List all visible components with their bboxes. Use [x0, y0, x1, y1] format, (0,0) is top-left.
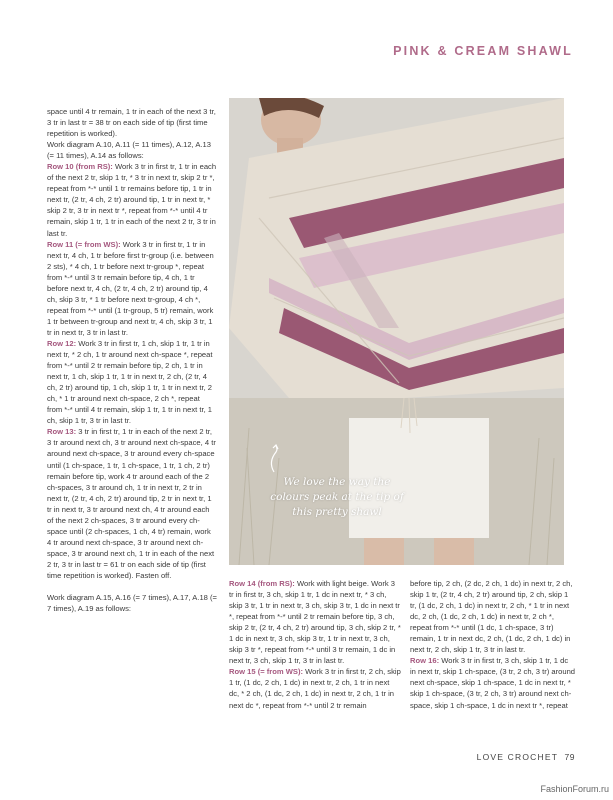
pattern-paragraph	[47, 426, 217, 581]
pattern-paragraph	[47, 139, 217, 161]
pattern-paragraph	[410, 655, 576, 710]
pattern-text: Work with light beige. Work 3 tr in first tr, 3 ch, skip 1 tr, 1 dc in next tr, * 3 ch, skip 3 tr, 1 tr in next tr, 3 ch, skip 3 tr, 1 dc in next tr *, repeat from *-* until 2 tr remain before tip, 3 ch, skip 2 tr, (2 tr, 4 ch, 2 tr) around tip, 3 ch, skip 2 tr, * 1 dc in next tr, 3 ch, skip 3 tr, 1 tr in next tr, 3 ch, skip 3 tr *, repeat from *-* until 3 tr remain, 1 dc in next tr, 3 ch, skip 1 tr, 3 tr in last tr.	[229, 579, 401, 666]
caption-line: this pretty shawl	[292, 506, 382, 518]
pattern-text: Work diagram A.10, A.11 (= 11 times), A.12, A.13 (= 11 times), A.14 as follows:	[47, 140, 211, 161]
row-heading: Row 11 (= from WS):	[47, 239, 121, 249]
caption-line: colours peak at the tip of	[270, 491, 404, 503]
page-header-title: PINK & CREAM SHAWL	[393, 44, 573, 58]
text-column-left	[47, 106, 217, 614]
row-heading: Row 16:	[410, 656, 440, 666]
pattern-text: Work 3 tr in first tr, 1 ch, skip 1 tr, 1 tr in next tr, * 2 ch, 1 tr around next ch-space *, repeat from *-* until 2 tr remain before tip, 2 ch, 1 tr in next tr, 1 ch, skip 1 tr, 1 tr in next tr, 2 ch, (2 tr, 4 ch, 2 tr) around tip, 1 ch, skip 1 tr, 1 tr in next tr, 2 ch, * 1 tr around next ch-space, 2 ch *, repeat from *-* until 4 tr remain, skip 1 tr, 1 tr in next tr, 1 ch, skip 1 tr, 3 tr in last tr.	[47, 338, 213, 426]
page-footer	[477, 752, 575, 762]
magazine-name: LOVE CROCHET	[476, 752, 558, 762]
text-column-right	[410, 578, 576, 711]
row-heading: Row 13:	[47, 427, 77, 437]
caption-arrow-icon	[264, 444, 284, 474]
pattern-text: 3 tr in first tr, 1 tr in each of the next 2 tr, 3 tr around next ch, 3 tr around next ch-space, 4 tr around next ch-space, 3 tr around every ch-space until (1 ch-space, 1 tr, 1 ch-space, 1 tr, 1 ch, 2 tr) remain before tip, work 4 tr around each of the 2 ch-spaces, 3 tr around ch, 1 tr in next tr, 2 tr in next tr, (2 tr, 4 ch, 2 tr) around tip, 2 tr in next tr, 1 tr in next tr, 3 tr around next ch, 4 tr around each of the next 2 ch-spaces, 3 tr around every ch-space until (2 ch-spaces, 1 ch, 4 tr) remain, work 4 tr around next ch-space, 3 tr around next ch-space, 3 tr around next ch, 1 tr in each of the next 2 tr, 3 tr in last tr = 61 tr on each side of tip (first time repetition is worked). Fasten off.	[47, 427, 216, 580]
pattern-text: space until 4 tr remain, 1 tr in each of the next 3 tr, 3 tr in last tr = 38 tr on each side of tip (first time repetition is worked).	[47, 107, 216, 139]
pattern-text: Work 3 tr in first tr, 3 ch, skip 1 tr, 1 dc in next tr, skip 1 ch-space, (3 tr, 2 ch, 3 tr) around next ch-space, skip 1 ch-space, 1 dc in next tr, * skip 1 ch-space, (3 tr, 2 ch, 3 tr) around next ch-space, skip 1 ch-space, 1 dc in next tr *, repeat	[410, 656, 576, 710]
row-heading: Row 15 (= from WS):	[229, 667, 304, 677]
pattern-paragraph	[47, 592, 217, 614]
page-number: 79	[564, 752, 575, 762]
row-heading: Row 12:	[47, 338, 77, 348]
pattern-paragraph	[47, 239, 217, 338]
pattern-text: Work 3 tr in first tr, 1 tr in each of the next 2 tr, skip 1 tr, * 3 tr in next tr, skip 2 tr *, repeat from *-* until 1 tr remains before tip, 1 tr in next tr, (2 tr, 4 ch, 2 tr) around tip, 1 tr in next tr, * skip 2 tr, 3 tr in next tr *, repeat from *-* until 4 tr remain, skip 1 tr, 1 tr in each of the next 2 tr, 3 tr in last tr.	[47, 162, 217, 238]
pattern-text: Work 3 tr in first tr, 1 tr in next tr, 4 ch, 1 tr before first tr-group (i.e. between 2 sts), * 4 ch, 1 tr before next tr-group *, repeat from *-* until 3 tr remain before tip, 4 ch, 1 tr before next tr, 4 ch, (2 tr, 4 ch, 2 tr) around tip, 4 ch, skip 3 tr, * 1 tr before next tr-group, 4 ch *, repeat from *-* until (1 tr-group, 5 tr) remain, work 1 tr between tr-group and next tr, 4 ch, skip 3 tr, 1 tr in next tr, 3 tr in last tr.	[47, 239, 214, 337]
pattern-paragraph	[47, 161, 217, 238]
pattern-text: before tip, 2 ch, (2 dc, 2 ch, 1 dc) in next tr, 2 ch, skip 1 tr, (2 tr, 4 ch, 2 tr) around tip, 2 ch, skip 1 tr, (1 dc, 2 ch, 1 dc) in next tr, 2 ch, * 1 tr in next dc, 2 ch, (1 dc, 2 ch, 1 dc) in next tr, 2 ch *, repeat from *-* until (1 dc, 1 ch-space, 3 tr) remain, 1 tr in next dc, 2 ch, (1 dc, 2 ch, 1 dc) in next tr, 2 ch, skip 1 tr, 3 tr in last tr.	[410, 579, 573, 655]
photo-caption	[262, 475, 412, 520]
text-column-middle	[229, 578, 401, 711]
pattern-paragraph	[229, 578, 401, 666]
row-heading: Row 10 (from RS):	[47, 162, 113, 172]
pattern-paragraph	[229, 666, 401, 710]
pattern-paragraph	[410, 578, 576, 655]
pattern-text: Work 3 tr in first tr, 2 ch, skip 1 tr, (1 dc, 2 ch, 1 dc) in next tr, 2 ch, 1 tr in next dc, * 2 ch, (1 dc, 2 ch, 1 dc) in next tr, 2 ch, 1 tr in next dc *, repeat from *-* until 2 tr remain	[229, 667, 401, 710]
pattern-text: Work diagram A.15, A.16 (= 7 times), A.17, A.18 (= 7 times), A.19 as follows:	[47, 593, 217, 614]
pattern-paragraph	[47, 106, 217, 139]
caption-line: We love the way the	[283, 476, 391, 488]
paragraph-gap	[47, 581, 217, 592]
pattern-paragraph	[47, 338, 217, 426]
watermark: FashionForum.ru	[540, 784, 609, 794]
row-heading: Row 14 (from RS):	[229, 579, 295, 588]
